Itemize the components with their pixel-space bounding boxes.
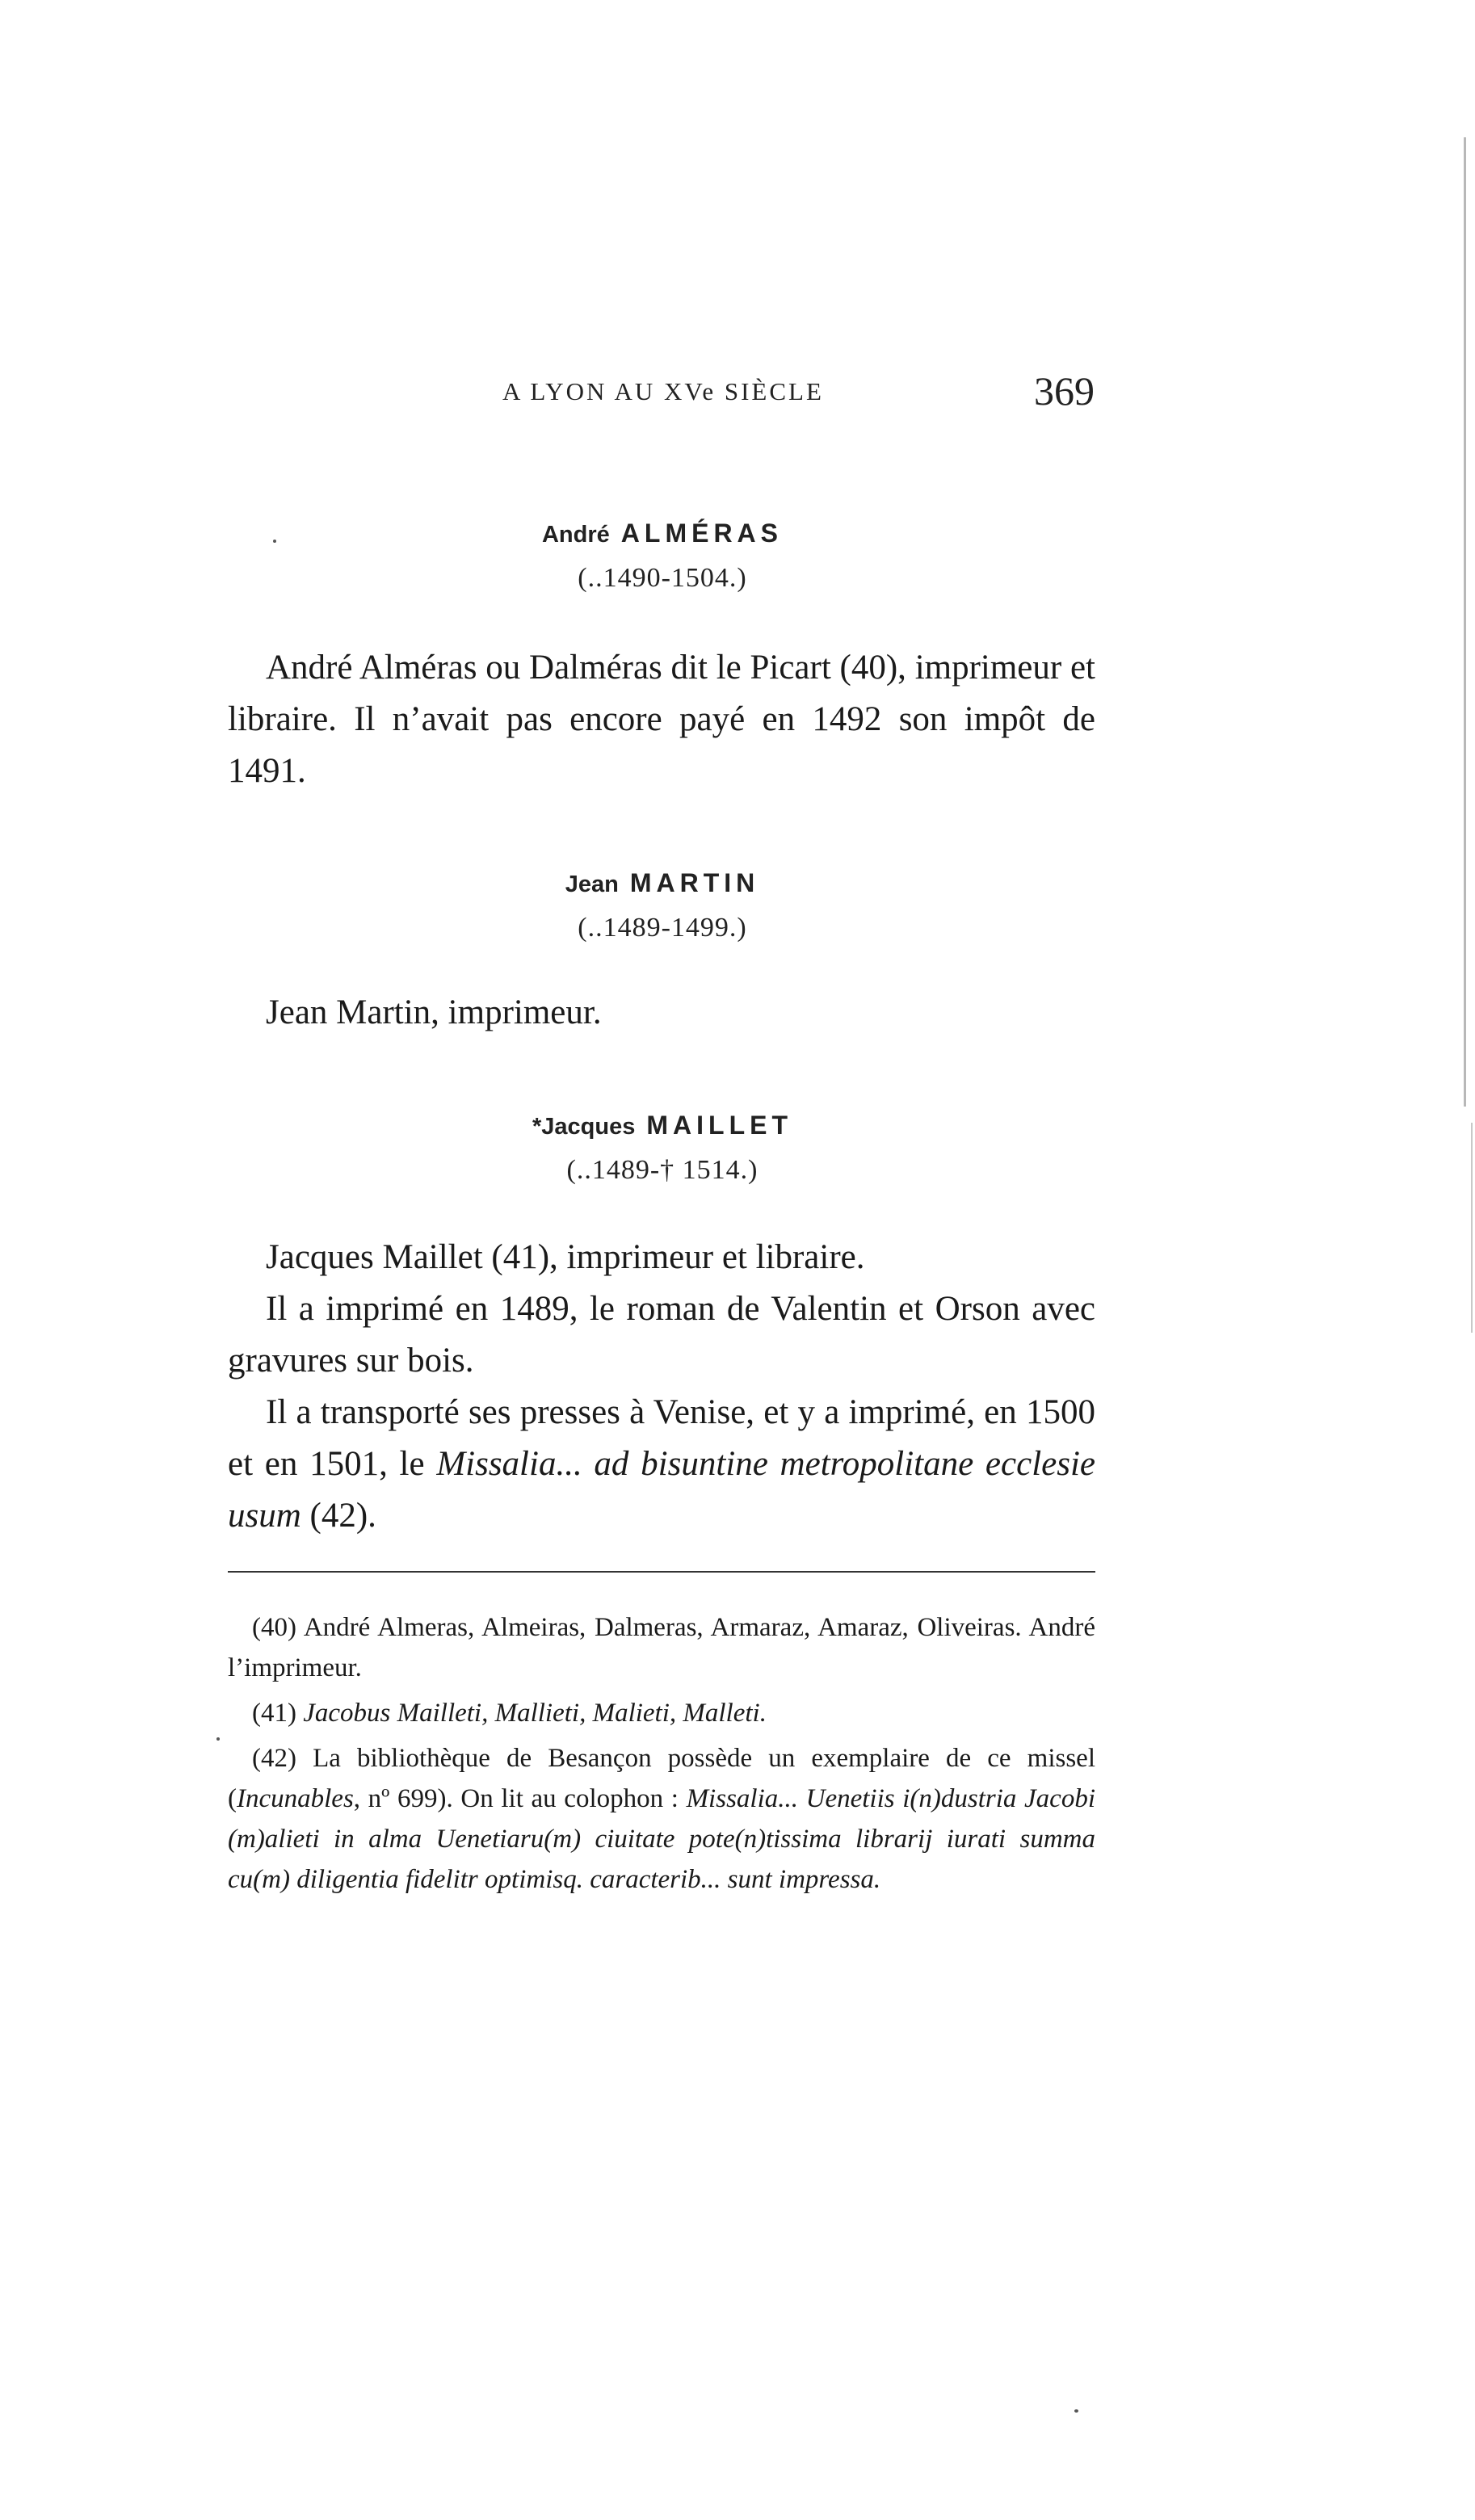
entry-name: [493, 1111, 832, 1140]
asterisk-marker: *: [532, 1114, 542, 1140]
paragraph: Il a imprimé en 1489, le roman de Valentin et Orson avec gravures sur bois.: [228, 1290, 1095, 1380]
footnote-italic: Incunables: [237, 1784, 354, 1813]
footnote-text: , nº 699). On lit au colophon :: [353, 1784, 679, 1813]
scan-speck: [273, 540, 276, 543]
running-head: [230, 368, 1095, 416]
page-number: 369: [1034, 368, 1095, 414]
footnote-40: (40) André Almeras, Almeiras, Dalmeras, Armaraz, Amaraz, Oliveiras. André l’imprimeur.: [228, 1613, 1095, 1682]
entry-dates: (..1490-1504.): [578, 563, 747, 593]
entry-heading-martin: [533, 868, 792, 943]
entry-name: [517, 519, 808, 548]
entry-heading-almeras: [517, 519, 808, 594]
entry-body-martin: [228, 987, 1095, 1039]
first-name: Jacques: [541, 1114, 636, 1140]
paragraph-text: Il a transporté ses presses à Venise, et y a imprimé, en 1500 et en 1501, le: [228, 1393, 1095, 1483]
footnote-text: Jacobus Mailleti, Mallieti, Malieti, Malleti.: [303, 1699, 767, 1728]
footnotes: [228, 1607, 1095, 1905]
entry-body-almeras: [228, 642, 1095, 797]
scan-edge-line-lower: [1471, 1123, 1473, 1333]
footnote-text: (42) La bibliothèque de Besançon possède un exemplaire de ce missel (: [228, 1744, 1095, 1813]
paragraph: [228, 1387, 1095, 1542]
colophon-quote: Missalia... Uenetiis i(n)dustria Jacobi (m)alieti in alma Uenetiaru(m) ciuitate pote(n)tissima librarij iurati summa cu(m) diligentia fidelitr optimisq. caracterib... sunt impressa.: [228, 1784, 1095, 1894]
entry-heading-maillet: [493, 1111, 832, 1186]
scan-speck: [216, 1737, 220, 1741]
surname: ALMÉRAS: [620, 519, 783, 548]
paragraph: Jacques Maillet (41), imprimeur et libraire.: [266, 1238, 865, 1276]
footnote-separator: [228, 1571, 1095, 1573]
entry-name: [533, 868, 792, 898]
paragraph: Jean Martin, imprimeur.: [266, 993, 602, 1031]
footnote-42: [228, 1738, 1095, 1900]
paragraph: André Alméras ou Dalméras dit le Picart (40), imprimeur et libraire. Il n’avait pas encore payé en 1492 son impôt de 1491.: [228, 649, 1095, 790]
entry-dates: (..1489-1499.): [578, 913, 747, 943]
running-head-title: A LYON AU XVe SIÈCLE: [502, 377, 824, 405]
footnote-41: [228, 1693, 1095, 1733]
first-name: Jean: [565, 872, 619, 897]
scan-edge-line: [1464, 137, 1466, 1107]
entry-body-maillet: [228, 1232, 1095, 1542]
scan-speck: [1074, 2409, 1078, 2413]
footnote-ref: (42).: [309, 1497, 376, 1535]
first-name: André: [541, 522, 610, 548]
surname: MAILLET: [646, 1111, 792, 1140]
entry-dates: (..1489-† 1514.): [566, 1155, 759, 1185]
missal-title: Missalia... ad bisuntine metropolitane ecclesie usum: [228, 1445, 1095, 1535]
surname: MARTIN: [629, 868, 760, 897]
footnote-number: (41): [252, 1699, 296, 1728]
